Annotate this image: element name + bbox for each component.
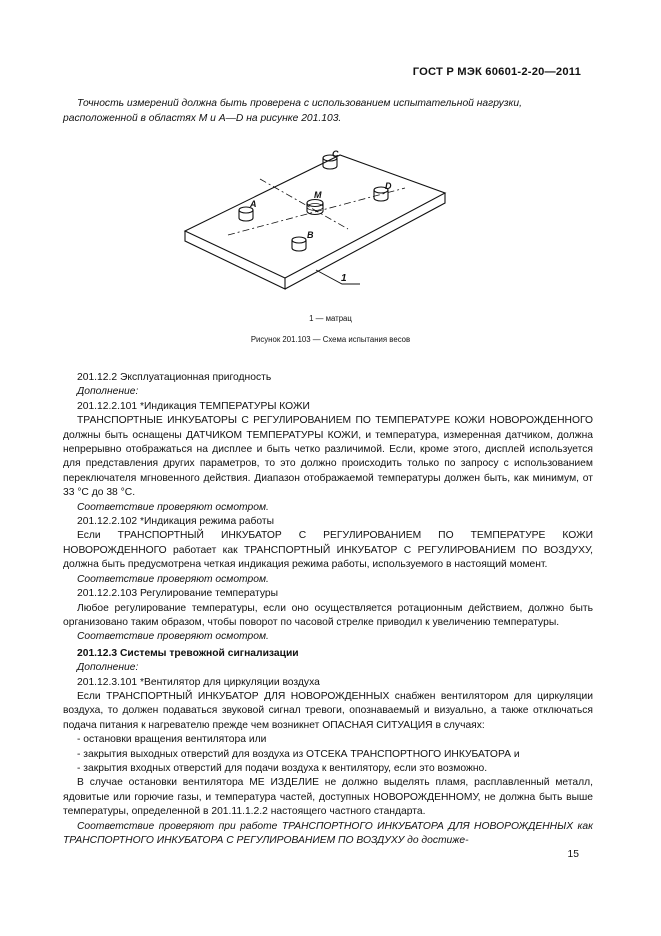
label-d: D bbox=[385, 181, 392, 191]
leader-line bbox=[316, 270, 360, 284]
mattress-front-side bbox=[185, 231, 285, 289]
intro-paragraph: Точность измерений должна быть проверена с использованием испытательной нагрузки, расположенной в областях M и A—D на рисунке 201.103. bbox=[63, 98, 522, 124]
section-heading: 201.12.3 Системы тревожной сигнализации bbox=[77, 647, 299, 659]
paragraph: Любое регулирование температуры, если оно осуществляется ротационным действием, должно быть организовано таким образом, чтобы поворот по часовой стрелке приводил к увеличению температуры. bbox=[63, 602, 593, 628]
subclause-heading: 201.12.2.101 *Индикация ТЕМПЕРАТУРЫ КОЖИ bbox=[77, 400, 310, 412]
compliance-note: Соответствие проверяют при работе ТРАНСПОРТНОГО ИНКУБАТОРА ДЛЯ НОВОРОЖДЕННЫХ как ТРАНСПОРТНОГО ИНКУБАТОРА С РЕГУЛИРОВАНИЕМ ПО ВОЗДУХУ до достиже- bbox=[63, 820, 593, 846]
document-body bbox=[63, 371, 593, 848]
subclause-heading: 201.12.2.103 Регулирование температуры bbox=[77, 588, 279, 600]
subclause-heading: 201.12.3.101 *Вентилятор для циркуляции воздуха bbox=[77, 676, 320, 688]
mattress-right-side bbox=[285, 193, 445, 289]
paragraph: В случае остановки вентилятора МЕ ИЗДЕЛИЕ не должно выделять пламя, расплавленный металл, ядовитые или горючие газы, и температура частей, доступных НОВОРОЖДЕННОМУ, не должна быть выше температуры, определенной в 201.11.1.2.2 настоящего частного стандарта. bbox=[63, 777, 593, 818]
compliance-note: Соответствие проверяют осмотром. bbox=[77, 501, 269, 513]
diagonal-axis-1 bbox=[260, 179, 348, 229]
compliance-note: Соответствие проверяют осмотром. bbox=[77, 573, 269, 585]
document-header: ГОСТ Р МЭК 60601-2-20—2011 bbox=[412, 66, 581, 78]
subclause-heading: 201.12.2 Эксплуатационная пригодность bbox=[77, 372, 272, 383]
list-item: - закрытия входных отверстий для подачи воздуха к вентилятору, если это возможно. bbox=[77, 762, 488, 774]
label-1: 1 bbox=[341, 273, 347, 284]
label-b: B bbox=[307, 230, 314, 240]
weight-a bbox=[239, 207, 253, 221]
addition-label: Дополнение: bbox=[77, 662, 139, 674]
figure-caption: Рисунок 201.103 — Схема испытания весов bbox=[250, 335, 411, 344]
weight-b bbox=[292, 237, 306, 251]
addition-label: Дополнение: bbox=[77, 386, 139, 398]
label-c: C bbox=[332, 149, 339, 159]
list-item: - остановки вращения вентилятора или bbox=[77, 734, 267, 746]
page-number: 15 bbox=[567, 849, 579, 860]
paragraph: ТРАНСПОРТНЫЕ ИНКУБАТОРЫ С РЕГУЛИРОВАНИЕМ ПО ТЕМПЕРАТУРЕ КОЖИ НОВОРОЖДЕННОГО должны быть оснащены ДАТЧИКОМ ТЕМПЕРАТУРЫ КОЖИ, и температура, измеренная датчиком, должна непрерывно отображаться на дисплее и быть четко различимой. Если, кроме этого, дисплей используется для представления других параметров, то это должно происходить только по запросу с использованием переключателя мгновенного действия. Диапазон отображаемой температуры должен быть, как минимум, от 33 °С до 38 °С. bbox=[63, 415, 593, 499]
label-a: A bbox=[250, 199, 257, 209]
list-item: - закрытия выходных отверстий для воздуха из ОТСЕКА ТРАНСПОРТНОГО ИНКУБАТОРА и bbox=[77, 748, 520, 760]
label-m: M bbox=[314, 190, 322, 200]
paragraph: Если ТРАНСПОРТНЫЙ ИНКУБАТОР С РЕГУЛИРОВАНИЕМ ПО ТЕМПЕРАТУРЕ КОЖИ НОВОРОЖДЕННОГО работает как ТРАНСПОРТНЫЙ ИНКУБАТОР С РЕГУЛИРОВАНИЕМ ПО ВОЗДУХУ, должна быть предусмотрена четкая индикация режима работы, используемого в настоящий момент. bbox=[63, 530, 593, 571]
scale-test-figure bbox=[180, 143, 450, 305]
mattress-diagram bbox=[180, 143, 450, 305]
subclause-heading: 201.12.2.102 *Индикация режима работы bbox=[77, 516, 274, 528]
paragraph: Если ТРАНСПОРТНЫЙ ИНКУБАТОР ДЛЯ НОВОРОЖДЕННЫХ снабжен вентилятором для циркуляции воздуха, то должен подаваться звуковой сигнал тревоги, опознаваемый и визуально, а также отключаться подача питания к нагревателю прежде чем возникнет ОПАСНАЯ СИТУАЦИЯ в случаях: bbox=[63, 690, 593, 731]
compliance-note: Соответствие проверяют осмотром. bbox=[77, 631, 269, 643]
figure-legend: 1 — матрац bbox=[309, 314, 352, 323]
